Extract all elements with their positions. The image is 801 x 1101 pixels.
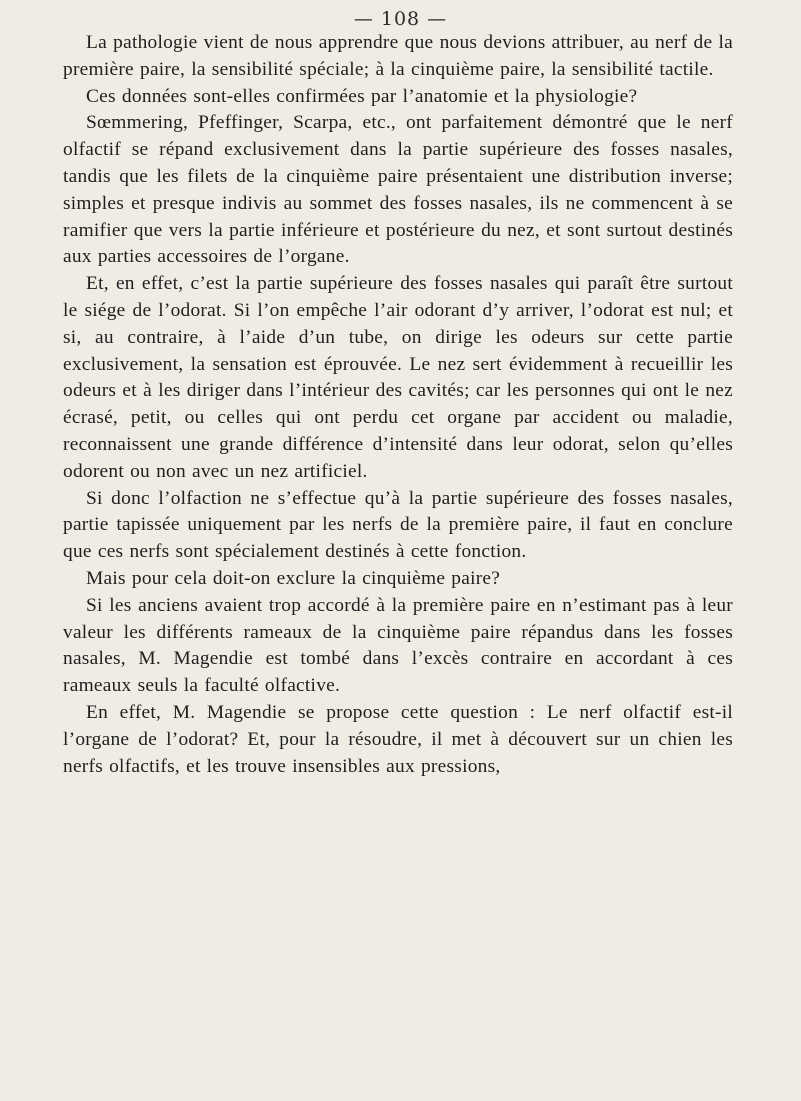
paragraph: Si donc l’olfaction ne s’effectue qu’à la partie supérieure des fosses nasales, partie tapissée uniquement par les nerfs de la première paire, il faut en conclure que ces nerfs sont spécialement destinés à cette fonction.	[63, 487, 733, 563]
paragraph: Si les anciens avaient trop accordé à la première paire en n’estimant pas à leur valeur les différents rameaux de la cinquième paire répandus dans les fosses nasales, M. Magendie est tombé dans l’excès contraire en accordant à ces rameaux seuls la faculté olfactive.	[63, 594, 733, 697]
paragraph: Mais pour cela doit-on exclure la cinquième paire?	[86, 567, 501, 589]
paragraph: Et, en effet, c’est la partie supérieure des fosses nasales qui paraît être surtout le siége de l’odorat. Si l’on empêche l’air odorant d’y arriver, l’odorat est nul; et si, au contraire, à l’aide d’un tube, on dirige les odeurs sur cette partie exclusivement, la sensation est éprouvée. Le nez sert évidemment à recueillir les odeurs et à les diriger dans l’intérieur des cavités; car les personnes qui ont le nez écrasé, petit, ou celles qui ont perdu cet organe par accident ou maladie, reconnaissent une grande différence d’intensité dans leur odorat, selon qu’elles odorent ou non avec un nez artificiel.	[63, 273, 733, 482]
paragraph: En effet, M. Magendie se propose cette question : Le nerf olfactif est-il l’organe de l’odorat? Et, pour la résoudre, il met à découvert sur un chien les nerfs olfactifs, et les trouve insensibles aux pressions,	[63, 701, 733, 777]
page-body	[63, 30, 733, 780]
paragraph: Sœmmering, Pfeffinger, Scarpa, etc., ont parfaitement démontré que le nerf olfactif se répand exclusivement dans la partie supérieure des fosses nasales, tandis que les filets de la cinquième paire présentaient une distribution inverse; simples et presque indivis au sommet des fosses nasales, ils ne commencent à se ramifier que vers la partie inférieure et postérieure du nez, et sont surtout destinés aux parties accessoires de l’organe.	[63, 112, 733, 268]
paragraph: La pathologie vient de nous apprendre que nous devions attribuer, au nerf de la première paire, la sensibilité spéciale; à la cinquième paire, la sensibilité tactile.	[63, 32, 733, 80]
paragraph: Ces données sont-elles confirmées par l’anatomie et la physiologie?	[86, 85, 638, 107]
page-number: — 108 —	[353, 8, 448, 30]
